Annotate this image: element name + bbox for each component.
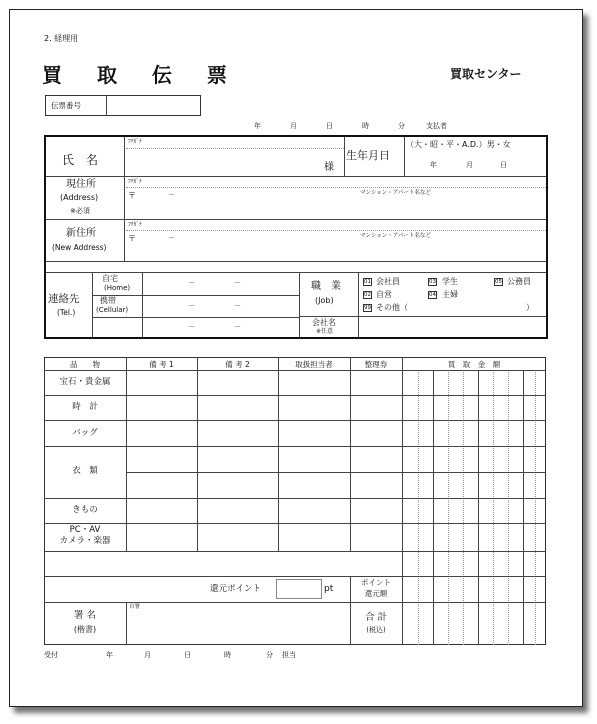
copy-label: 2. 経理用 [44,34,79,43]
job-checkbox[interactable]: 99 [364,305,371,311]
row-label-camera-instrument: カメラ・楽器 [59,536,111,546]
slip-paper: 2. 経理用 買 取 伝 票 買取センター 伝票番号 年 月 日 時 分 支払者 ﾌﾘｶﾞﾅ 氏 名 様 生年月日 （大・昭・平・A.D.）男・女 年 月 日 現住所 (Address) ※必須 ﾌﾘｶﾞﾅ 〒 － マンション・アパート名など 新住所 (New Address) ﾌﾘｶﾞﾅ 〒 － マンション・アパート名など 連絡先 (Tel.) 自宅 (Home) 携帯 (Cellular) － － － － － － 職 業 (Job) 会社名 ※任意 01 会社員 03 学生 05 公務員 02 自営 04 主婦 99 その他（ ） 品 物 備 考 1 備 考 2 取扱担当者 整理券 買 取 金 額 宝石・貴金属 時 計 バッグ 衣 類 きもの PC・AV カメラ・楽器 還元ポイント pt ポイント 還元額 署 名 (楷書) 自署 合 計 (税込) 受付 年 月 日 時 分 担当 [9,9,583,707]
row-label-bag: バッグ [72,428,98,438]
total-label: 合 計 [364,612,388,623]
name-field[interactable] [126,149,322,175]
center-name: 買取センター [450,67,522,81]
signature-label: 署 名 [73,610,97,621]
new-address-field[interactable] [126,231,546,260]
contact-label: 連絡先 [48,293,80,305]
point-return-label: 還元額 [364,589,388,598]
sama-label: 様 [324,162,334,173]
job-label: 職 業 [311,281,341,292]
address-field[interactable] [126,188,546,218]
job-checkbox[interactable]: 01 [364,279,371,285]
signature-field[interactable] [128,604,349,644]
other-phone-field[interactable] [144,318,298,337]
address-required-note: ※必須 [70,207,90,215]
era-gender-options[interactable]: （大・昭・平・A.D.）男・女 [406,140,511,149]
address-label: 現住所 [66,179,96,190]
cell-phone-field[interactable] [144,296,298,316]
name-label: 氏 名 [62,153,99,167]
header-amount: 買 取 金 額 [447,360,501,369]
home-phone-field[interactable] [144,274,298,294]
row-label-clothing: 衣 類 [72,466,98,476]
header-staff: 取扱担当者 [295,360,333,369]
row-label-pc-av: PC・AV [69,525,101,535]
header-item: 品 物 [70,360,100,369]
header-note2: 備 考 2 [225,360,250,369]
payer-label: 支払者 [426,122,447,130]
received-label: 受付 [44,651,58,659]
job-checkbox[interactable]: 02 [364,292,371,298]
header-ticket: 整理券 [364,360,388,369]
job-checkbox[interactable]: 05 [495,279,502,285]
slip-number-field[interactable] [107,96,200,115]
header-note1: 備 考 1 [149,360,174,369]
slip-number-label: 伝票番号 [51,101,81,110]
points-input[interactable] [276,579,322,599]
points-label: 還元ポイント [210,584,262,594]
row-label-kimono: きもの [72,505,98,515]
company-field[interactable] [360,318,546,337]
new-address-label: 新住所 [66,228,96,239]
job-checkbox[interactable]: 04 [429,292,436,298]
row-label-jewelry: 宝石・貴金属 [59,377,111,387]
birth-label: 生年月日 [346,149,390,162]
company-label: 会社名 [312,318,336,327]
slip-title: 買 取 伝 票 [42,63,241,87]
job-checkbox[interactable]: 03 [429,279,436,285]
row-label-watch: 時 計 [72,402,98,412]
staff-label: 担当 [282,651,296,659]
